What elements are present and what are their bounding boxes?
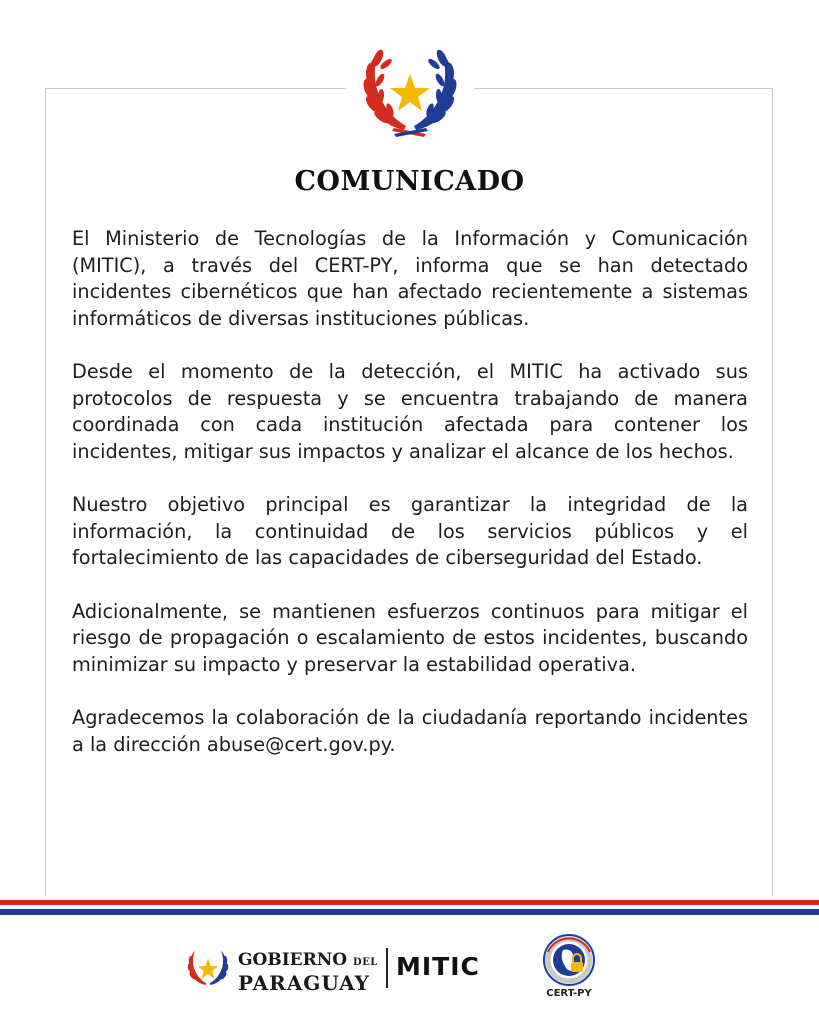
paragraph-1: El Ministerio de Tecnologías de la Información y Comunicación (MITIC), a través del CERT-PY, informa que se han detectado incidentes cibernéticos que han afectado recientemente a sistemas informáticos de diversas instituciones públicas. [72,227,748,330]
gobierno-logo [184,944,484,994]
del-text: DEL [353,957,378,968]
page-title: COMUNICADO [294,166,525,197]
paragraph-2: Desde el momento de la detección, el MITIC ha activado sus protocolos de respuesta y se encuentra trabajando de manera coordinada con cada institución afectada para contener los incidentes, mitigar sus impactos y analizar el alcance de los hechos. [72,360,748,463]
footer [0,928,819,1008]
paraguay-national-emblem-icon [354,38,466,138]
logo-divider [386,948,388,988]
gobierno-text: GOBIERNO [238,950,348,970]
gobierno-paraguay-wordmark [238,950,378,993]
mitic-wordmark: MITIC [396,952,480,981]
communique-body [72,226,748,785]
flag-stripe-blue [0,909,819,915]
cert-py-shield-icon [536,932,602,990]
paragraph-4: Adicionalmente, se mantienen esfuerzos continuos para mitigar el riesgo de propagación o escalamiento de estos incidentes, buscando minimizar su impacto y preservar la estabilidad operativa. [72,599,748,676]
paraguay-text: PARAGUAY [238,971,370,995]
emblem-container [346,38,474,142]
paraguay-small-emblem-icon [184,944,232,990]
paragraph-5: Agradecemos la colaboración de la ciudadanía reportando incidentes a la dirección abuse@cert.gov.py. [72,706,748,756]
cert-py-logo [536,932,606,1008]
paragraph-3: Nuestro objetivo principal es garantizar la integridad de la información, la continuidad de los servicios públicos y el fortalecimiento de las capacidades de ciberseguridad del Estado. [72,493,748,569]
cert-py-label: CERT-PY [546,988,592,999]
